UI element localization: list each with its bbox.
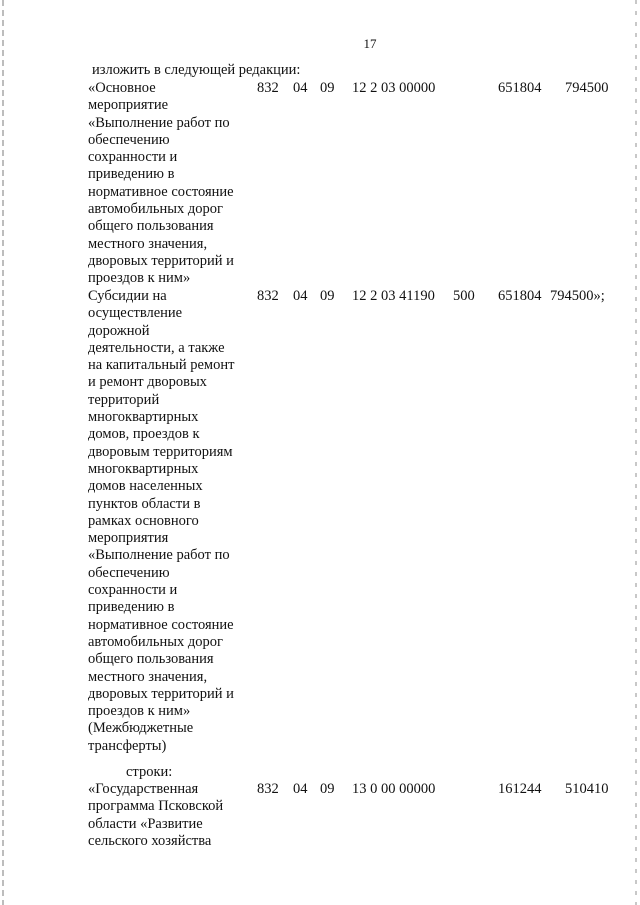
row-name-line: обеспечению [88,131,170,148]
expense-type-code: 500 [453,288,475,304]
row-name-line: и ремонт дворовых [88,374,207,391]
row-name-line: сохранности и [88,149,178,166]
target-article-code: 12 2 03 41190 [352,288,435,304]
row-name [88,288,258,755]
ministry-code: 832 [257,781,279,797]
subsection-code: 09 [320,781,335,797]
row-name-line: трансферты) [88,737,167,754]
row-name-line: местного значения, [88,668,208,685]
section-code: 04 [293,781,308,797]
row-name-line: дорожной [88,322,150,339]
subsection-code: 09 [320,80,335,96]
row-name-line: программа Псковской [88,798,224,815]
row-name-line: сельского хозяйства [88,832,212,849]
row-name [88,80,258,288]
row-name-line: проездов к ним» [88,270,191,287]
subsection-code: 09 [320,288,335,304]
amount-year-1: 161244 [498,781,542,797]
row-name-line: проездов к ним» [88,703,191,720]
stroki-label: строки: [126,764,173,780]
row-name-line: «Государственная [88,781,199,797]
row-name-line: осуществление [88,305,183,322]
row-name-line: «Выполнение работ по [88,114,230,131]
amount-year-1: 651804 [498,80,542,96]
intro-text: изложить в следующей редакции: [92,62,301,78]
ministry-code: 832 [257,288,279,304]
row-name [88,781,258,850]
row-name-line: нормативное состояние [88,616,234,633]
row-name-line: «Выполнение работ по [88,547,230,564]
amount-year-2: 794500 [565,80,609,96]
row-name-line: пунктов области в [88,495,201,512]
row-name-line: территорий [88,391,160,408]
section-code: 04 [293,80,308,96]
row-name-line: домов, проездов к [88,426,200,443]
target-article-code: 12 2 03 00000 [352,80,436,96]
row-name-line: домов населенных [88,478,203,495]
row-name-line: приведению в [88,166,175,183]
row-name-line: дворовым территориям [88,443,233,460]
row-name-line: дворовых территорий и [88,685,234,702]
row-name-line: на капитальный ремонт [88,357,235,374]
row-name-line: дворовых территорий и [88,252,234,269]
amount-year-2: 794500»; [550,288,605,304]
row-name-line: мероприятие [88,97,169,114]
row-name-line: общего пользования [88,651,214,668]
ministry-code: 832 [257,80,279,96]
amount-year-2: 510410 [565,781,609,797]
row-name-line: деятельности, а также [88,339,225,356]
section-code: 04 [293,288,308,304]
page-number: 17 [363,36,377,51]
row-name-line: общего пользования [88,218,214,235]
row-name-line: местного значения, [88,235,208,252]
row-name-line: сохранности и [88,582,178,599]
row-name-line: мероприятия [88,530,169,547]
row-name-line: Субсидии на [88,288,167,304]
scan-edge-left [2,0,4,905]
row-name-line: многоквартирных [88,460,199,477]
row-name-line: «Основное [88,80,156,96]
row-name-line: (Межбюджетные [88,720,194,737]
row-name-line: области «Развитие [88,815,203,832]
row-name-line: нормативное состояние [88,183,234,200]
row-name-line: автомобильных дорог [88,633,223,650]
amount-year-1: 651804 [498,288,542,304]
row-name-line: рамках основного [88,512,199,529]
scan-edge-right [635,0,637,905]
row-name-line: обеспечению [88,564,170,581]
row-name-line: приведению в [88,599,175,616]
target-article-code: 13 0 00 00000 [352,781,436,797]
row-name-line: многоквартирных [88,409,199,426]
row-name-line: автомобильных дорог [88,201,223,218]
